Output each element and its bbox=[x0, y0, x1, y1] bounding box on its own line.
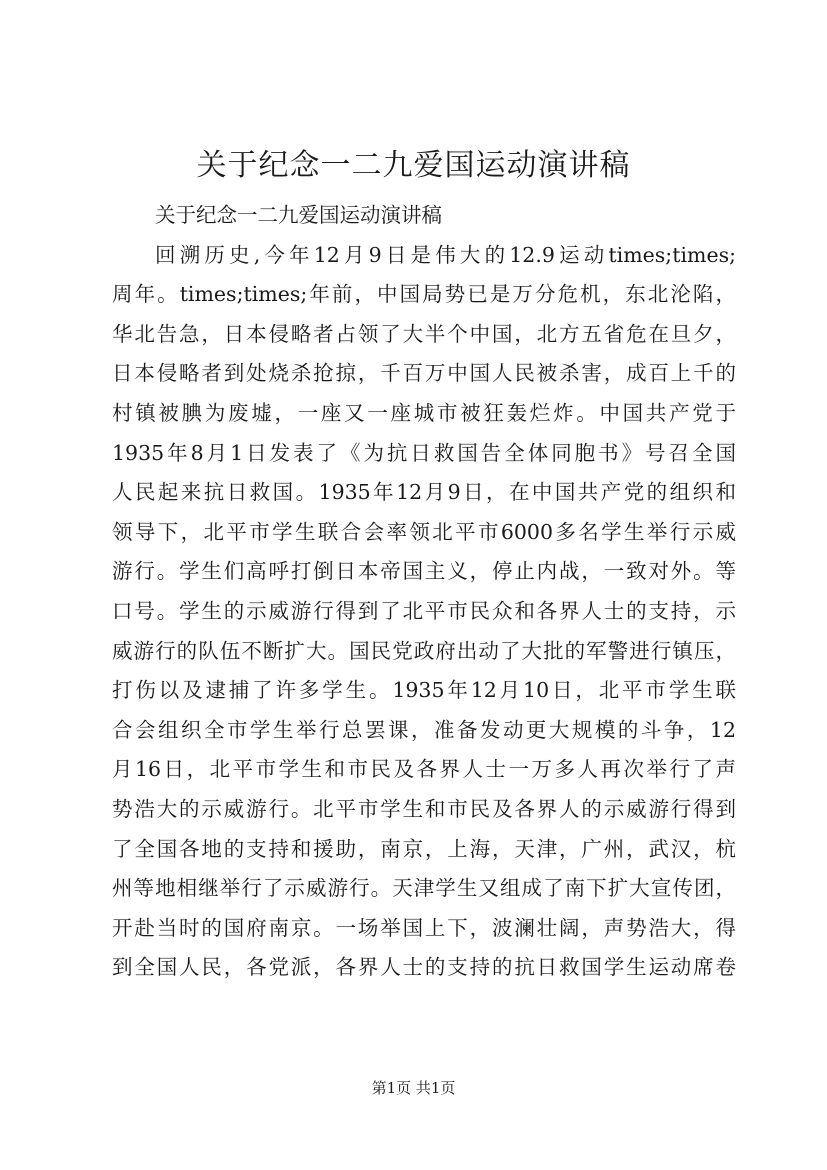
paragraph-line: 威游行的队伍不断扩大。国民党政府出动了大批的军警进行镇压， bbox=[112, 638, 736, 663]
paragraph-line: 州等地相继举行了示威游行。天津学生又组成了南下扩大宣传团， bbox=[112, 876, 736, 901]
paragraph-line: 合会组织全市学生举行总罢课，准备发动更大规模的斗争，12 bbox=[112, 717, 736, 742]
paragraph-line: 日本侵略者到处烧杀抢掠，千百万中国人民被杀害，成百上千的 bbox=[112, 361, 736, 386]
page-number-footer: 第1页 共1页 bbox=[371, 1079, 456, 1097]
paragraph-line: 开赴当时的国府南京。一场举国上下，波澜壮阔，声势浩大，得 bbox=[112, 915, 736, 940]
paragraph-line: 华北告急，日本侵略者占领了大半个中国，北方五省危在旦夕， bbox=[112, 321, 736, 346]
paragraph-line: 打伤以及逮捕了许多学生。1935年12月10日，北平市学生联 bbox=[112, 678, 736, 703]
paragraph-line: 村镇被腆为废墟，一座又一座城市被狂轰烂炸。中国共产党于 bbox=[112, 400, 736, 425]
paragraph-line: 游行。学生们高呼打倒日本帝国主义，停止内战，一致对外。等 bbox=[112, 559, 736, 584]
paragraph-line: 1935年8月1日发表了《为抗日救国告全体同胞书》号召全国 bbox=[112, 440, 736, 465]
paragraph-line: 了全国各地的支持和援助，南京，上海，天津，广州，武汉，杭 bbox=[112, 836, 736, 861]
paragraph-line: 人民起来抗日救国。1935年12月9日，在中国共产党的组织和 bbox=[112, 480, 736, 505]
paragraph-line: 领导下，北平市学生联合会率领北平市6000多名学生举行示威 bbox=[112, 519, 736, 544]
document-title: 关于纪念一二九爱国运动演讲稿 bbox=[196, 148, 631, 183]
paragraph-line: 周年。times;times;年前，中国局势已是万分危机，东北沦陷， bbox=[112, 282, 736, 307]
paragraph-line: 口号。学生的示威游行得到了北平市民众和各界人士的支持，示 bbox=[112, 598, 736, 623]
paragraph-line: 到全国人民，各党派，各界人士的支持的抗日救国学生运动席卷 bbox=[112, 955, 736, 980]
document-body bbox=[112, 196, 736, 988]
paragraph-line: 月16日，北平市学生和市民及各界人士一万多人再次举行了声 bbox=[112, 757, 736, 782]
subtitle-line: 关于纪念一二九爱国运动演讲稿 bbox=[155, 203, 442, 227]
paragraph-line: 回溯历史,今年12月9日是伟大的12.9运动times;times; bbox=[155, 242, 736, 267]
paragraph-line: 势浩大的示威游行。北平市学生和市民及各界人的示威游行得到 bbox=[112, 796, 736, 821]
